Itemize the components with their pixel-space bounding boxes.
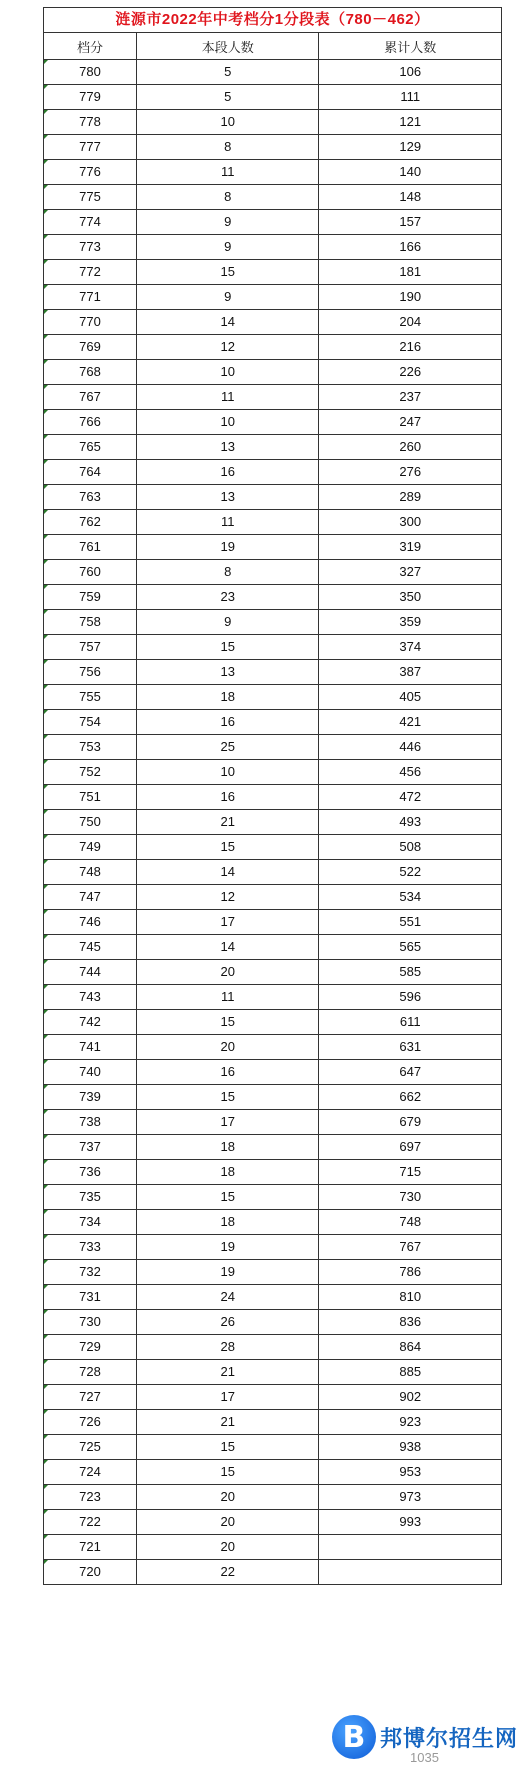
score-cell: 738 <box>44 1110 137 1135</box>
table-row <box>44 1335 502 1360</box>
cumulative-count-cell <box>319 1535 502 1560</box>
cumulative-count-cell: 565 <box>319 935 502 960</box>
table-row <box>44 1460 502 1485</box>
segment-count-cell: 8 <box>136 185 318 210</box>
segment-count-cell: 8 <box>136 560 318 585</box>
score-cell: 747 <box>44 885 137 910</box>
cumulative-count-cell: 204 <box>319 310 502 335</box>
cumulative-count-cell: 902 <box>319 1385 502 1410</box>
segment-count-cell: 13 <box>136 485 318 510</box>
cumulative-count-cell: 715 <box>319 1160 502 1185</box>
score-cell: 729 <box>44 1335 137 1360</box>
segment-count-cell: 19 <box>136 535 318 560</box>
score-cell: 720 <box>44 1560 137 1585</box>
table-row <box>44 610 502 635</box>
score-cell: 744 <box>44 960 137 985</box>
header-segment-count: 本段人数 <box>136 33 318 60</box>
score-cell: 740 <box>44 1060 137 1085</box>
table-row <box>44 185 502 210</box>
table-row <box>44 1060 502 1085</box>
table-row <box>44 435 502 460</box>
cumulative-count-cell: 319 <box>319 535 502 560</box>
cumulative-count-cell: 111 <box>319 85 502 110</box>
table-row <box>44 660 502 685</box>
table-row <box>44 1235 502 1260</box>
cumulative-count-cell: 647 <box>319 1060 502 1085</box>
table-row <box>44 235 502 260</box>
score-cell: 735 <box>44 1185 137 1210</box>
segment-count-cell: 11 <box>136 985 318 1010</box>
table-row <box>44 710 502 735</box>
cumulative-count-cell: 953 <box>319 1460 502 1485</box>
score-cell: 762 <box>44 510 137 535</box>
table-row <box>44 1560 502 1585</box>
score-cell: 741 <box>44 1035 137 1060</box>
score-cell: 742 <box>44 1010 137 1035</box>
cumulative-count-cell: 276 <box>319 460 502 485</box>
cumulative-count-cell: 662 <box>319 1085 502 1110</box>
table-row <box>44 985 502 1010</box>
table-row <box>44 385 502 410</box>
segment-count-cell: 16 <box>136 785 318 810</box>
score-cell: 770 <box>44 310 137 335</box>
table-row <box>44 160 502 185</box>
segment-count-cell: 20 <box>136 1035 318 1060</box>
segment-count-cell: 15 <box>136 1085 318 1110</box>
score-cell: 721 <box>44 1535 137 1560</box>
cumulative-count-cell: 387 <box>319 660 502 685</box>
table-row <box>44 1385 502 1410</box>
segment-count-cell: 9 <box>136 235 318 260</box>
segment-count-cell: 20 <box>136 1510 318 1535</box>
table-row <box>44 485 502 510</box>
segment-count-cell: 18 <box>136 1160 318 1185</box>
cumulative-count-cell: 359 <box>319 610 502 635</box>
score-cell: 759 <box>44 585 137 610</box>
cumulative-count-cell: 810 <box>319 1285 502 1310</box>
segment-count-cell: 24 <box>136 1285 318 1310</box>
score-cell: 737 <box>44 1135 137 1160</box>
table-row <box>44 1110 502 1135</box>
cumulative-count-cell: 121 <box>319 110 502 135</box>
table-row <box>44 1085 502 1110</box>
segment-count-cell: 5 <box>136 60 318 85</box>
table-row <box>44 1435 502 1460</box>
cumulative-count-cell: 993 <box>319 1510 502 1535</box>
cumulative-count-cell: 631 <box>319 1035 502 1060</box>
cumulative-count-cell: 374 <box>319 635 502 660</box>
segment-count-cell: 13 <box>136 660 318 685</box>
score-cell: 768 <box>44 360 137 385</box>
score-cell: 722 <box>44 1510 137 1535</box>
score-cell: 757 <box>44 635 137 660</box>
segment-count-cell: 18 <box>136 685 318 710</box>
score-cell: 743 <box>44 985 137 1010</box>
cumulative-count-cell: 216 <box>319 335 502 360</box>
table-row <box>44 285 502 310</box>
table-row <box>44 1410 502 1435</box>
segment-count-cell: 9 <box>136 610 318 635</box>
table-row <box>44 535 502 560</box>
score-cell: 779 <box>44 85 137 110</box>
cumulative-count-cell: 730 <box>319 1185 502 1210</box>
title-cell <box>44 8 502 33</box>
segment-count-cell: 19 <box>136 1260 318 1285</box>
cumulative-count-cell: 181 <box>319 260 502 285</box>
score-cell: 778 <box>44 110 137 135</box>
cumulative-count-cell: 260 <box>319 435 502 460</box>
score-cell: 771 <box>44 285 137 310</box>
segment-count-cell: 22 <box>136 1560 318 1585</box>
cumulative-count-cell: 166 <box>319 235 502 260</box>
segment-count-cell: 21 <box>136 1410 318 1435</box>
table-row <box>44 560 502 585</box>
cumulative-count-cell: 923 <box>319 1410 502 1435</box>
cumulative-count-cell: 697 <box>319 1135 502 1160</box>
table-row <box>44 1535 502 1560</box>
score-cell: 753 <box>44 735 137 760</box>
segment-count-cell: 16 <box>136 710 318 735</box>
segment-count-cell: 5 <box>136 85 318 110</box>
segment-count-cell: 18 <box>136 1210 318 1235</box>
score-cell: 736 <box>44 1160 137 1185</box>
table-row <box>44 935 502 960</box>
score-cell: 761 <box>44 535 137 560</box>
table-row <box>44 960 502 985</box>
cumulative-count-cell: 456 <box>319 760 502 785</box>
score-cell: 754 <box>44 710 137 735</box>
segment-count-cell: 8 <box>136 135 318 160</box>
cumulative-count-cell: 421 <box>319 710 502 735</box>
table-row <box>44 910 502 935</box>
segment-count-cell: 15 <box>136 635 318 660</box>
table-row <box>44 110 502 135</box>
score-cell: 764 <box>44 460 137 485</box>
segment-count-cell: 9 <box>136 210 318 235</box>
table-row <box>44 85 502 110</box>
cumulative-count-cell: 767 <box>319 1235 502 1260</box>
table-row <box>44 60 502 85</box>
segment-count-cell: 10 <box>136 760 318 785</box>
table-row <box>44 1135 502 1160</box>
cumulative-count-cell: 140 <box>319 160 502 185</box>
score-cell: 746 <box>44 910 137 935</box>
cumulative-count-cell: 129 <box>319 135 502 160</box>
segment-count-cell: 15 <box>136 835 318 860</box>
table-row <box>44 1010 502 1035</box>
table-row <box>44 310 502 335</box>
segment-count-cell: 15 <box>136 1460 318 1485</box>
title-row <box>44 8 502 33</box>
cumulative-count-cell: 106 <box>319 60 502 85</box>
segment-count-cell: 14 <box>136 935 318 960</box>
cumulative-count-cell: 786 <box>319 1260 502 1285</box>
cumulative-count-cell <box>319 1560 502 1585</box>
table-row <box>44 360 502 385</box>
segment-count-cell: 11 <box>136 160 318 185</box>
score-cell: 731 <box>44 1285 137 1310</box>
segment-count-cell: 11 <box>136 385 318 410</box>
segment-count-cell: 10 <box>136 110 318 135</box>
logo-badge-icon: B <box>332 1715 376 1759</box>
table-row <box>44 685 502 710</box>
segment-count-cell: 10 <box>136 360 318 385</box>
table-row <box>44 735 502 760</box>
segment-count-cell: 19 <box>136 1235 318 1260</box>
segment-count-cell: 17 <box>136 1385 318 1410</box>
score-cell: 756 <box>44 660 137 685</box>
score-cell: 763 <box>44 485 137 510</box>
score-cell: 752 <box>44 760 137 785</box>
cumulative-count-cell: 611 <box>319 1010 502 1035</box>
score-cell: 776 <box>44 160 137 185</box>
score-cell: 750 <box>44 810 137 835</box>
cumulative-count-cell: 327 <box>319 560 502 585</box>
table-row <box>44 335 502 360</box>
cumulative-count-cell: 864 <box>319 1335 502 1360</box>
cumulative-count-cell: 405 <box>319 685 502 710</box>
cumulative-count-cell: 836 <box>319 1310 502 1335</box>
score-cell: 777 <box>44 135 137 160</box>
cumulative-count-cell: 289 <box>319 485 502 510</box>
cumulative-count-cell: 226 <box>319 360 502 385</box>
segment-count-cell: 17 <box>136 910 318 935</box>
cumulative-count-cell: 300 <box>319 510 502 535</box>
cumulative-count-cell: 508 <box>319 835 502 860</box>
segment-count-cell: 12 <box>136 335 318 360</box>
cumulative-count-cell: 973 <box>319 1485 502 1510</box>
table-row <box>44 585 502 610</box>
table-row <box>44 210 502 235</box>
segment-count-cell: 15 <box>136 1435 318 1460</box>
cumulative-count-cell: 190 <box>319 285 502 310</box>
segment-count-cell: 25 <box>136 735 318 760</box>
table-row <box>44 835 502 860</box>
score-cell: 724 <box>44 1460 137 1485</box>
segment-count-cell: 26 <box>136 1310 318 1335</box>
table-row <box>44 1360 502 1385</box>
score-cell: 772 <box>44 260 137 285</box>
score-cell: 733 <box>44 1235 137 1260</box>
header-row <box>44 33 502 60</box>
header-score: 档分 <box>44 33 137 60</box>
table-row <box>44 860 502 885</box>
score-cell: 728 <box>44 1360 137 1385</box>
table-row <box>44 135 502 160</box>
score-cell: 769 <box>44 335 137 360</box>
segment-count-cell: 14 <box>136 860 318 885</box>
score-cell: 766 <box>44 410 137 435</box>
table-row <box>44 1260 502 1285</box>
segment-count-cell: 17 <box>136 1110 318 1135</box>
segment-count-cell: 20 <box>136 960 318 985</box>
cumulative-count-cell: 446 <box>319 735 502 760</box>
segment-count-cell: 13 <box>136 435 318 460</box>
segment-count-cell: 20 <box>136 1535 318 1560</box>
score-cell: 765 <box>44 435 137 460</box>
cumulative-count-cell: 522 <box>319 860 502 885</box>
score-cell: 732 <box>44 1260 137 1285</box>
score-cell: 730 <box>44 1310 137 1335</box>
score-cell: 774 <box>44 210 137 235</box>
cumulative-count-cell: 493 <box>319 810 502 835</box>
segment-count-cell: 15 <box>136 1010 318 1035</box>
cumulative-count-cell: 534 <box>319 885 502 910</box>
score-cell: 773 <box>44 235 137 260</box>
score-cell: 749 <box>44 835 137 860</box>
table-row <box>44 510 502 535</box>
cumulative-count-cell: 157 <box>319 210 502 235</box>
table-row <box>44 635 502 660</box>
score-cell: 748 <box>44 860 137 885</box>
table-row <box>44 785 502 810</box>
score-cell: 751 <box>44 785 137 810</box>
table-row <box>44 410 502 435</box>
cumulative-count-cell: 938 <box>319 1435 502 1460</box>
segment-count-cell: 28 <box>136 1335 318 1360</box>
cumulative-count-cell: 885 <box>319 1360 502 1385</box>
table-row <box>44 1310 502 1335</box>
cumulative-count-cell: 247 <box>319 410 502 435</box>
watermark-text: 邦博尔招生网 <box>379 1725 518 1751</box>
table-row <box>44 885 502 910</box>
segment-count-cell: 11 <box>136 510 318 535</box>
segment-count-cell: 16 <box>136 1060 318 1085</box>
cumulative-count-cell: 748 <box>319 1210 502 1235</box>
cumulative-count-cell: 585 <box>319 960 502 985</box>
score-cell: 745 <box>44 935 137 960</box>
score-distribution-table <box>43 7 502 1585</box>
segment-count-cell: 20 <box>136 1485 318 1510</box>
table-row <box>44 760 502 785</box>
table-row <box>44 810 502 835</box>
table-row <box>44 1185 502 1210</box>
cumulative-count-cell: 350 <box>319 585 502 610</box>
score-cell: 780 <box>44 60 137 85</box>
table-row <box>44 460 502 485</box>
score-cell: 758 <box>44 610 137 635</box>
segment-count-cell: 16 <box>136 460 318 485</box>
cumulative-count-cell: 148 <box>319 185 502 210</box>
score-cell: 734 <box>44 1210 137 1235</box>
table-row <box>44 1160 502 1185</box>
segment-count-cell: 9 <box>136 285 318 310</box>
table-title: 涟源市2022年中考档分1分段表（780－462） <box>115 11 430 28</box>
table-row <box>44 1285 502 1310</box>
cumulative-count-cell: 551 <box>319 910 502 935</box>
cumulative-count-cell: 472 <box>319 785 502 810</box>
score-cell: 726 <box>44 1410 137 1435</box>
cumulative-count-cell: 679 <box>319 1110 502 1135</box>
segment-count-cell: 21 <box>136 810 318 835</box>
segment-count-cell: 14 <box>136 310 318 335</box>
score-cell: 767 <box>44 385 137 410</box>
score-cell: 760 <box>44 560 137 585</box>
score-cell: 739 <box>44 1085 137 1110</box>
segment-count-cell: 18 <box>136 1135 318 1160</box>
segment-count-cell: 10 <box>136 410 318 435</box>
score-cell: 755 <box>44 685 137 710</box>
segment-count-cell: 23 <box>136 585 318 610</box>
site-watermark <box>332 1715 518 1759</box>
cumulative-count-cell: 596 <box>319 985 502 1010</box>
table-row <box>44 1210 502 1235</box>
score-cell: 727 <box>44 1385 137 1410</box>
segment-count-cell: 15 <box>136 1185 318 1210</box>
partial-cut-value: 1035 <box>410 1750 439 1765</box>
header-cumulative-count: 累计人数 <box>319 33 502 60</box>
table-row <box>44 1510 502 1535</box>
segment-count-cell: 12 <box>136 885 318 910</box>
segment-count-cell: 21 <box>136 1360 318 1385</box>
table-row <box>44 1035 502 1060</box>
score-cell: 723 <box>44 1485 137 1510</box>
cumulative-count-cell: 237 <box>319 385 502 410</box>
table-row <box>44 260 502 285</box>
segment-count-cell: 15 <box>136 260 318 285</box>
score-cell: 725 <box>44 1435 137 1460</box>
score-cell: 775 <box>44 185 137 210</box>
table-row <box>44 1485 502 1510</box>
